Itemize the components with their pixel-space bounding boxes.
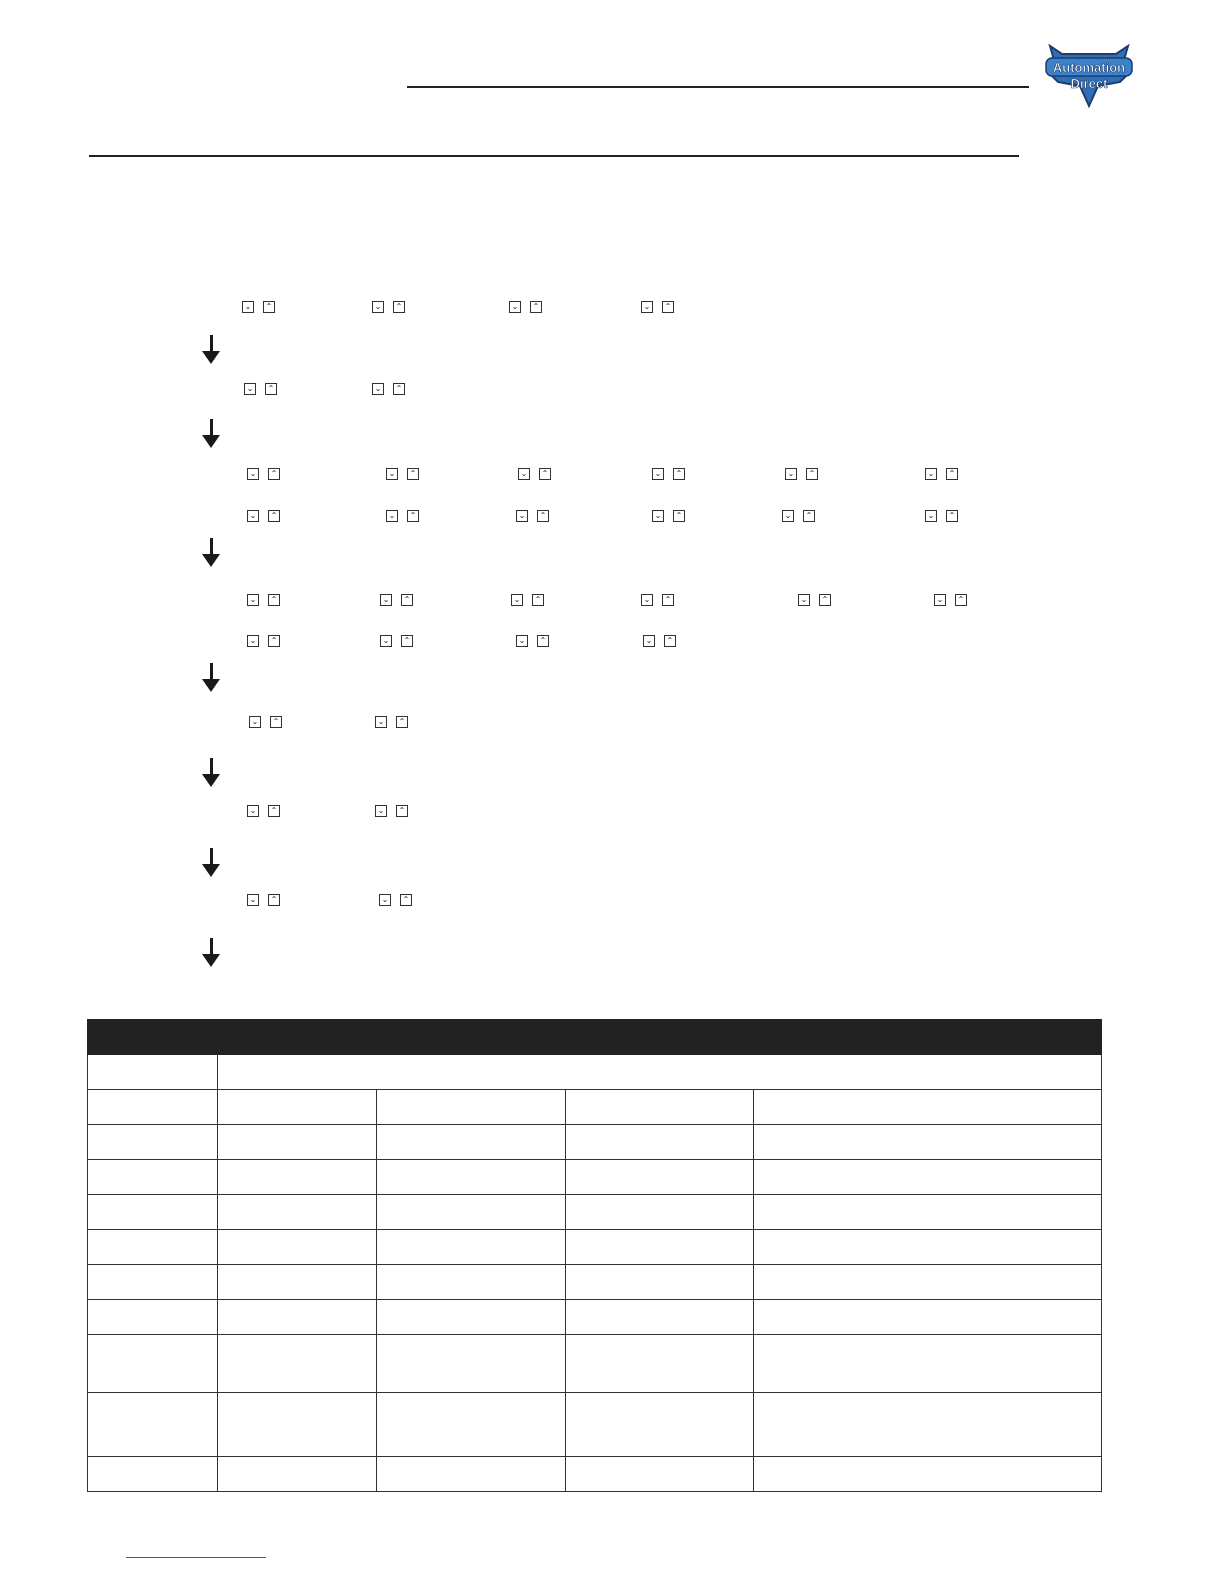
table-row [88,1125,1102,1160]
key-pair[interactable] [925,468,958,481]
up-key-icon[interactable]: ⌃ [396,805,408,817]
down-key-icon[interactable]: ⌄ [247,510,259,522]
key-pair[interactable] [247,805,280,818]
table-cell [377,1230,566,1265]
table-cell [754,1125,1102,1160]
table-cell [566,1160,754,1195]
up-key-icon[interactable]: ⌃ [268,468,280,480]
up-key-icon[interactable]: ⌃ [268,805,280,817]
up-key-icon[interactable]: ⌃ [803,510,815,522]
table-cell [377,1335,566,1393]
up-key-icon[interactable]: ⌃ [806,468,818,480]
up-key-icon[interactable]: ⌃ [400,894,412,906]
down-key-icon[interactable]: ⌄ [641,301,653,313]
table-cell [377,1457,566,1492]
down-key-icon[interactable]: ⌄ [785,468,797,480]
down-key-icon[interactable]: ⌄ [242,301,254,313]
arrow-down-icon [201,938,221,968]
key-pair[interactable] [782,510,815,523]
key-pair[interactable] [511,594,544,607]
down-key-icon[interactable]: ⌄ [652,510,664,522]
down-key-icon[interactable]: ⌄ [798,594,810,606]
table-cell [88,1090,218,1125]
key-pair[interactable] [641,594,674,607]
key-pair[interactable] [375,805,408,818]
key-pair[interactable] [386,510,419,523]
up-key-icon[interactable]: ⌃ [673,510,685,522]
table-row [88,1090,1102,1125]
key-pair[interactable] [247,594,280,607]
table-cell [754,1195,1102,1230]
table-cell [218,1265,377,1300]
down-key-icon[interactable]: ⌄ [244,383,256,395]
table-cell [754,1335,1102,1393]
up-key-icon[interactable]: ⌃ [401,594,413,606]
key-pair[interactable] [516,510,549,523]
up-key-icon[interactable]: ⌃ [946,510,958,522]
down-key-icon[interactable]: ⌄ [247,805,259,817]
up-key-icon[interactable]: ⌃ [407,468,419,480]
key-pair[interactable] [247,635,280,648]
table-row [88,1265,1102,1300]
table-cell [88,1300,218,1335]
up-key-icon[interactable]: ⌃ [530,301,542,313]
up-key-icon[interactable]: ⌃ [662,301,674,313]
down-key-icon[interactable]: ⌄ [643,635,655,647]
table-cell [88,1335,218,1393]
up-key-icon[interactable]: ⌃ [537,510,549,522]
up-key-icon[interactable]: ⌃ [265,383,277,395]
table-cell [218,1125,377,1160]
arrow-down-icon [201,663,221,693]
down-key-icon[interactable]: ⌄ [782,510,794,522]
key-pair[interactable] [652,468,685,481]
down-key-icon[interactable]: ⌄ [925,510,937,522]
table-row [88,1055,1102,1090]
table-cell [218,1195,377,1230]
key-pair[interactable] [247,510,280,523]
up-key-icon[interactable]: ⌃ [263,301,275,313]
key-pair[interactable] [242,301,275,314]
table-cell [377,1393,566,1457]
table-row [88,1160,1102,1195]
key-pair[interactable] [641,301,674,314]
key-pair[interactable] [509,301,542,314]
table-row [88,1195,1102,1230]
key-pair[interactable] [934,594,967,607]
key-pair[interactable] [247,894,280,907]
table-cell [754,1300,1102,1335]
up-key-icon[interactable]: ⌃ [955,594,967,606]
down-key-icon[interactable]: ⌄ [641,594,653,606]
table-cell [377,1300,566,1335]
table-cell [566,1265,754,1300]
down-key-icon[interactable]: ⌄ [516,510,528,522]
table-cell [566,1230,754,1265]
down-key-icon[interactable]: ⌄ [375,805,387,817]
up-key-icon[interactable]: ⌃ [819,594,831,606]
up-key-icon[interactable]: ⌃ [946,468,958,480]
up-key-icon[interactable]: ⌃ [268,894,280,906]
table-cell [377,1265,566,1300]
table-row [88,1230,1102,1265]
table-cell [218,1335,377,1393]
down-key-icon[interactable]: ⌄ [925,468,937,480]
table-cell [218,1393,377,1457]
key-pair[interactable] [372,301,405,314]
table-cell [377,1195,566,1230]
key-pair[interactable] [249,716,282,729]
down-key-icon[interactable]: ⌄ [247,468,259,480]
key-pair[interactable] [375,716,408,729]
up-key-icon[interactable]: ⌃ [270,716,282,728]
table-cell [754,1457,1102,1492]
key-pair[interactable] [244,383,277,396]
down-key-icon[interactable]: ⌄ [372,383,384,395]
down-key-icon[interactable]: ⌄ [509,301,521,313]
table-cell [88,1195,218,1230]
logo-text-automation: Automation [1052,60,1126,75]
key-pair[interactable] [643,635,676,648]
table-cell [88,1055,218,1090]
table-cell [754,1160,1102,1195]
table-header-row [88,1020,1102,1055]
parameter-table [87,1019,1102,1492]
table-cell [218,1457,377,1492]
table-cell [377,1160,566,1195]
up-key-icon[interactable]: ⌃ [539,468,551,480]
down-key-icon[interactable]: ⌄ [386,468,398,480]
up-key-icon[interactable]: ⌃ [268,594,280,606]
arrow-down-icon [201,848,221,878]
table-cell [377,1125,566,1160]
up-key-icon[interactable]: ⌃ [401,635,413,647]
arrow-down-icon [201,335,221,365]
table-row [88,1335,1102,1393]
key-pair[interactable] [785,468,818,481]
key-pair[interactable] [516,635,549,648]
table-cell [88,1457,218,1492]
table-cell [218,1300,377,1335]
table-row [88,1393,1102,1457]
down-key-icon[interactable]: ⌄ [247,635,259,647]
table-cell [566,1335,754,1393]
table-cell [88,1393,218,1457]
up-key-icon[interactable]: ⌃ [537,635,549,647]
down-key-icon[interactable]: ⌄ [372,301,384,313]
arrow-down-icon [201,758,221,788]
key-pair[interactable] [518,468,551,481]
table-cell [218,1055,1102,1090]
table-cell [754,1265,1102,1300]
table-cell [566,1195,754,1230]
down-key-icon[interactable]: ⌄ [247,894,259,906]
table-cell [566,1090,754,1125]
up-key-icon[interactable]: ⌃ [673,468,685,480]
up-key-icon[interactable]: ⌃ [407,510,419,522]
down-key-icon[interactable]: ⌄ [249,716,261,728]
table-cell [754,1090,1102,1125]
key-pair[interactable] [379,894,412,907]
table-cell [218,1160,377,1195]
down-key-icon[interactable]: ⌄ [511,594,523,606]
table-cell [88,1230,218,1265]
key-pair[interactable] [380,594,413,607]
up-key-icon[interactable]: ⌃ [664,635,676,647]
down-key-icon[interactable]: ⌄ [375,716,387,728]
arrow-down-icon [201,538,221,568]
table-cell [566,1125,754,1160]
down-key-icon[interactable]: ⌄ [247,594,259,606]
table-cell [218,1230,377,1265]
key-pair[interactable] [247,468,280,481]
table-cell [754,1393,1102,1457]
up-key-icon[interactable]: ⌃ [393,301,405,313]
table-cell [566,1300,754,1335]
table-cell [377,1090,566,1125]
up-key-icon[interactable]: ⌃ [532,594,544,606]
arrow-down-icon [201,419,221,449]
down-key-icon[interactable]: ⌄ [516,635,528,647]
table-header-cell [88,1020,1102,1055]
table-cell [88,1125,218,1160]
table-row [88,1300,1102,1335]
down-key-icon[interactable]: ⌄ [652,468,664,480]
key-pair[interactable] [798,594,831,607]
up-key-icon[interactable]: ⌃ [268,510,280,522]
key-pair[interactable] [652,510,685,523]
table-cell [88,1160,218,1195]
key-pair[interactable] [925,510,958,523]
footer-link-underline[interactable] [126,1557,266,1558]
up-key-icon[interactable]: ⌃ [662,594,674,606]
down-key-icon[interactable]: ⌄ [934,594,946,606]
down-key-icon[interactable]: ⌄ [518,468,530,480]
key-pair[interactable] [386,468,419,481]
up-key-icon[interactable]: ⌃ [393,383,405,395]
logo-text-direct: Direct [1070,76,1108,91]
up-key-icon[interactable]: ⌃ [268,635,280,647]
down-key-icon[interactable]: ⌄ [380,635,392,647]
table-cell [754,1230,1102,1265]
table-cell [566,1393,754,1457]
table-row [88,1457,1102,1492]
key-pair[interactable] [372,383,405,396]
down-key-icon[interactable]: ⌄ [386,510,398,522]
up-key-icon[interactable]: ⌃ [396,716,408,728]
table-cell [88,1265,218,1300]
down-key-icon[interactable]: ⌄ [379,894,391,906]
down-key-icon[interactable]: ⌄ [380,594,392,606]
key-pair[interactable] [380,635,413,648]
table-cell [218,1090,377,1125]
table-cell [566,1457,754,1492]
